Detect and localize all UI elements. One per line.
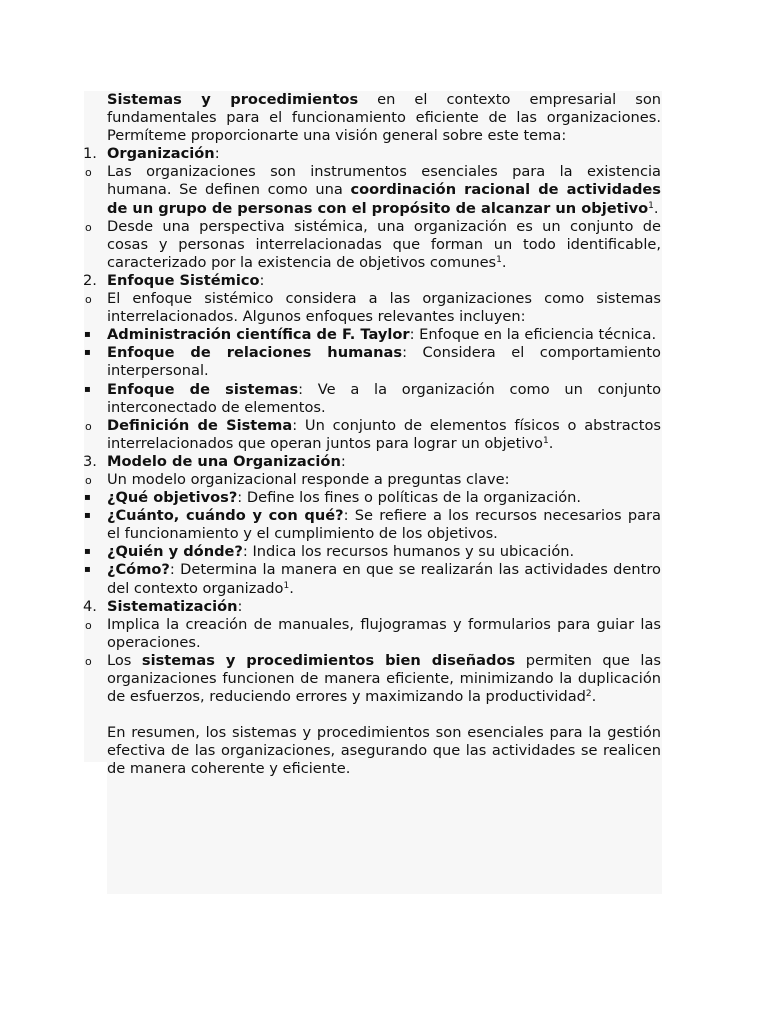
item-bold: Enfoque de relaciones humanas: [107, 344, 403, 362]
list-item: [84, 344, 661, 380]
section-number: 1.: [83, 145, 97, 163]
item-bold: Administración científica de F. Taylor: [107, 326, 410, 344]
footnote-ref: 1: [542, 435, 549, 446]
item-text: : Considera el comportamiento interpersonal.: [107, 344, 661, 380]
section-list: [83, 145, 662, 706]
footnote-ref: 1: [496, 254, 502, 265]
item-end: .: [591, 688, 597, 706]
section-title: Organización: [107, 145, 215, 163]
intro-paragraph: [107, 91, 661, 145]
item-bold: sistemas y procedimientos bien diseñados: [141, 651, 516, 669]
footnote-ref: 2: [585, 689, 592, 700]
item-text: Los: [107, 651, 142, 669]
item-text: : Indica los recursos humanos y su ubicación.: [242, 543, 575, 561]
circle-bullet-icon: o: [85, 473, 92, 487]
item-end: .: [501, 253, 507, 271]
list-item: [85, 651, 661, 706]
item-bold: ¿Cómo?: [107, 561, 170, 579]
list-item: [85, 615, 661, 652]
section-number: 3.: [83, 452, 97, 470]
list-item: [84, 543, 661, 561]
section-number: 4.: [83, 597, 97, 615]
item-text: : Define los fines o políticas de la organización.: [237, 489, 582, 507]
circle-bullet-icon: o: [85, 293, 92, 307]
item-text: : Se refiere a los recursos necesarios para el funcionamiento y el cumplimiento de los objetivos.: [107, 507, 661, 543]
circle-bullet-icon: o: [85, 618, 92, 632]
item-bold: ¿Cuánto, cuándo y con qué?: [107, 507, 344, 525]
item-text: Las organizaciones son instrumentos esenciales para la existencia humana. Se definen como una: [107, 163, 661, 199]
section-heading: 1. Organización:: [83, 145, 220, 163]
section-title: Modelo de una Organización: [107, 452, 341, 470]
circle-bullet-icon: o: [85, 220, 92, 234]
list-item: [84, 507, 661, 543]
section-number: 2.: [83, 271, 97, 289]
list-item: [84, 380, 662, 417]
item-text: permiten que las organizaciones funcionen de manera eficiente, minimizando la duplicación de esfuerzos, reduciendo errores y maximizando la productividad: [107, 651, 661, 706]
summary-paragraph: En resumen, los sistemas y procedimientos son esenciales para la gestión efectiva de las organizaciones, asegurando que las actividades se realicen de manera coherente y eficiente.: [107, 724, 661, 778]
item-bold: Definición de Sistema: [107, 416, 293, 434]
circle-bullet-icon: o: [85, 654, 92, 668]
footnote-ref: 1: [648, 200, 654, 211]
list-item: [84, 326, 661, 344]
item-bold: coordinación racional de actividades de un grupo de personas con el propósito de alcanzar un objetivo: [107, 181, 661, 217]
item-end: .: [548, 434, 554, 452]
intro-text: en el contexto empresarial son fundamentales para el funcionamiento eficiente de las organizaciones. Permíteme proporcionarte una visión general sobre este tema:: [107, 91, 662, 145]
item-bold: ¿Quién y dónde?: [107, 543, 243, 561]
list-item: [84, 489, 661, 507]
item-text: : Determina la manera en que se realizarán las actividades dentro del contexto organizado: [107, 561, 661, 597]
square-bullet-icon: ▪: [84, 492, 91, 504]
item-text: : Enfoque en la eficiencia técnica.: [409, 326, 657, 344]
square-bullet-icon: ▪: [84, 347, 91, 359]
section-title: Enfoque Sistémico: [107, 271, 260, 289]
square-bullet-icon: ▪: [84, 383, 91, 395]
square-bullet-icon: ▪: [84, 510, 91, 522]
list-item: [84, 561, 661, 597]
item-text: Desde una perspectiva sistémica, una organización es un conjunto de cosas y personas interrelacionadas que forman un todo identificable, caracterizado por la existencia de objetivos comunes: [107, 217, 661, 271]
section-title: Sistematización: [107, 597, 238, 615]
list-item: [85, 217, 661, 272]
list-item: [85, 290, 661, 326]
item-text: : Un conjunto de elementos físicos o abstractos interrelacionados que operan juntos para lograr un objetivo: [107, 416, 661, 452]
item-text: El enfoque sistémico considera a las organizaciones como sistemas interrelacionados. Algunos enfoques relevantes incluyen:: [107, 290, 661, 326]
text-highlight-block: [107, 762, 662, 894]
item-text: : Ve a la organización como un conjunto interconectado de elementos.: [107, 380, 662, 416]
item-bold: Enfoque de sistemas: [107, 380, 299, 398]
list-item: [85, 470, 661, 489]
item-text: Un modelo organizacional responde a preguntas clave:: [107, 470, 510, 488]
footnote-ref: 1: [283, 580, 290, 591]
square-bullet-icon: ▪: [84, 546, 91, 558]
section-heading: 3. Modelo de una Organización:: [83, 452, 346, 470]
intro-bold: Sistemas y procedimientos: [107, 91, 359, 108]
item-text: Implica la creación de manuales, flujogramas y formularios para guiar las operaciones.: [107, 615, 661, 651]
section-heading: 2. Enfoque Sistémico:: [83, 271, 265, 289]
section-heading: 4. Sistematización:: [83, 597, 243, 615]
list-item: [85, 416, 661, 453]
square-bullet-icon: ▪: [84, 564, 91, 576]
circle-bullet-icon: o: [85, 419, 92, 433]
item-end: .: [289, 579, 294, 597]
item-end: .: [653, 199, 659, 217]
circle-bullet-icon: o: [85, 166, 92, 180]
square-bullet-icon: ▪: [84, 329, 91, 341]
item-bold: ¿Qué objetivos?: [107, 489, 238, 507]
document-body: [83, 91, 662, 778]
list-item: [85, 163, 661, 217]
